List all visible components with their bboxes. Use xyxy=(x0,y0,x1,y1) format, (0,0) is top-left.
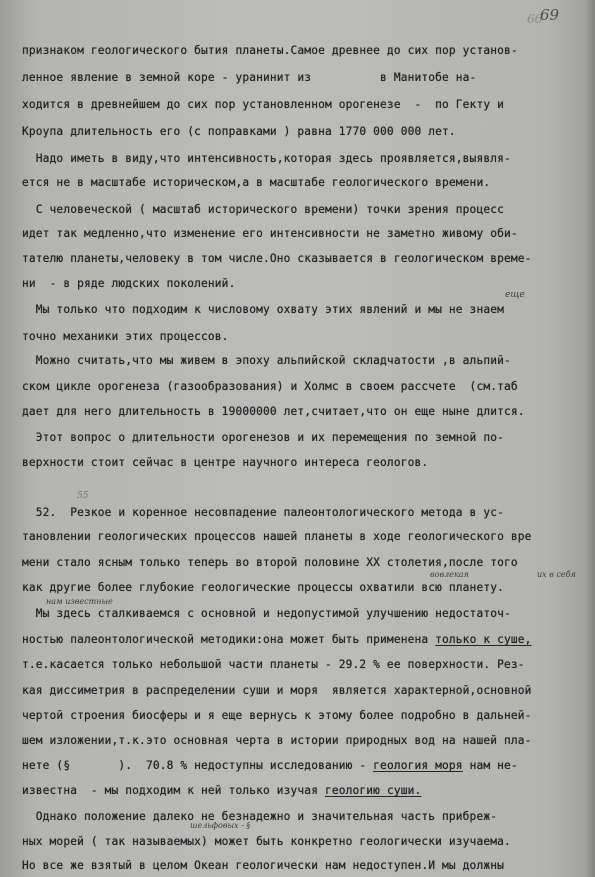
text-line: чертой строения биосферы и я еще вернусь к этому более подробно в дальней- xyxy=(22,709,532,722)
underlined-text: только к суше, xyxy=(435,633,532,646)
handwritten-insert: вовлекая xyxy=(430,570,469,579)
text-line: С человеческой ( масштаб исторического времени) точки зрения процесс xyxy=(22,203,504,216)
text-line: идет так медленно,что изменение его интенсивности не заметно живому оби- xyxy=(22,227,518,240)
text-line: точно механики этих процессов. xyxy=(22,330,229,343)
underlined-text: геологию суши. xyxy=(324,784,422,797)
text-line xyxy=(22,784,421,797)
text-line: верхности стоит сейчас в центре научного интереса геологов. xyxy=(22,456,429,469)
text-line: Надо иметь в виду,что интенсивность,которая здесь проявляется,выявля- xyxy=(22,152,511,165)
text-line: тановлении геологических процессов нашей планеты в ходе геологического вре xyxy=(22,530,532,543)
text-segment: нете (§ ). 70.8 % недоступны исследованию - xyxy=(22,759,374,772)
text-line: ется не в масштабе историческом,а в масштабе геологического времени. xyxy=(22,176,491,189)
page-edge-shadow xyxy=(585,0,595,877)
text-segment: нам не- xyxy=(462,759,518,772)
text-line: Можно считать,что мы живем в эпоху альпийской складчатости ,в альпий- xyxy=(22,354,511,367)
text-line: Мы только что подходим к числовому охвату этих явлений и мы не знаем xyxy=(22,303,504,316)
text-line: ни - в ряде людских поколений. xyxy=(22,277,236,290)
text-line: как другие более глубокие геологические процессы охватили всю планету. xyxy=(22,581,504,594)
text-line: ском цикле орогенеза (газообразования) и Холмс в своем рассчете (см.таб xyxy=(22,380,518,393)
text-line: Но все же взятый в целом Океан геологически нам недоступен.И мы должны xyxy=(22,859,504,872)
text-segment: известна - мы подходим к ней только изучая xyxy=(22,784,325,797)
text-line: ленное явление в земной коре - уранинит из в Манитобе на- xyxy=(22,71,477,84)
handwritten-insert: нам известные xyxy=(46,597,113,606)
text-line: признаком геологического бытия планеты.Самое древнее до сих пор установ- xyxy=(22,44,518,57)
text-line: ходится в древнейшем до сих пор установленном орогенезе - по Гекту и xyxy=(22,98,504,111)
text-line: мени стало ясным только теперь во второй половине XX столетия,после того xyxy=(22,556,518,569)
text-line: Этот вопрос о длительности орогенезов и их перемещения по земной по- xyxy=(22,431,504,444)
paragraph-mark: 55 xyxy=(77,491,89,501)
old-page-number: 66 xyxy=(527,12,543,26)
text-line: тателю планеты,человеку в том числе.Оно сказывается в геологическом време- xyxy=(22,252,532,265)
text-line: 52. Резкое и коренное несовпадение палеонтологического метода в ус- xyxy=(22,506,504,519)
handwritten-insert: еще xyxy=(505,290,525,300)
text-line: шем изложении,т.к.это основная черта в истории природных вод на нашей пла- xyxy=(22,734,532,747)
handwritten-insert: их в себя xyxy=(537,570,576,579)
text-line: дает для него длительность в 19000000 лет,считает,что он еще ныне длится. xyxy=(22,405,525,418)
page-number: 69 xyxy=(540,6,560,24)
underlined-text: геология моря xyxy=(373,759,463,772)
handwritten-insert: шельфовых - § xyxy=(190,821,251,830)
text-segment: ностью палеонтологической методики:она может быть применена xyxy=(22,633,436,646)
text-line: Мы здесь сталкиваемся с основной и недопустимой улучшению недостаточ- xyxy=(22,607,511,620)
text-line: Однако положение далеко не безнадежно и значительная часть прибреж- xyxy=(22,810,498,823)
text-line xyxy=(22,759,518,772)
text-line: Кроупа длительность его (с поправками ) равна 1770 000 000 лет. xyxy=(22,125,456,138)
text-line xyxy=(22,633,532,646)
text-line: т.е.касается только небольшой части планеты - 29.2 % ее поверхности. Рез- xyxy=(22,658,525,671)
text-line: кая диссиметрия в распределении суши и моря является характерной,основной xyxy=(22,684,532,697)
text-line: ных морей ( так называемых) может быть конкретно геологически изучаема. xyxy=(22,835,511,848)
